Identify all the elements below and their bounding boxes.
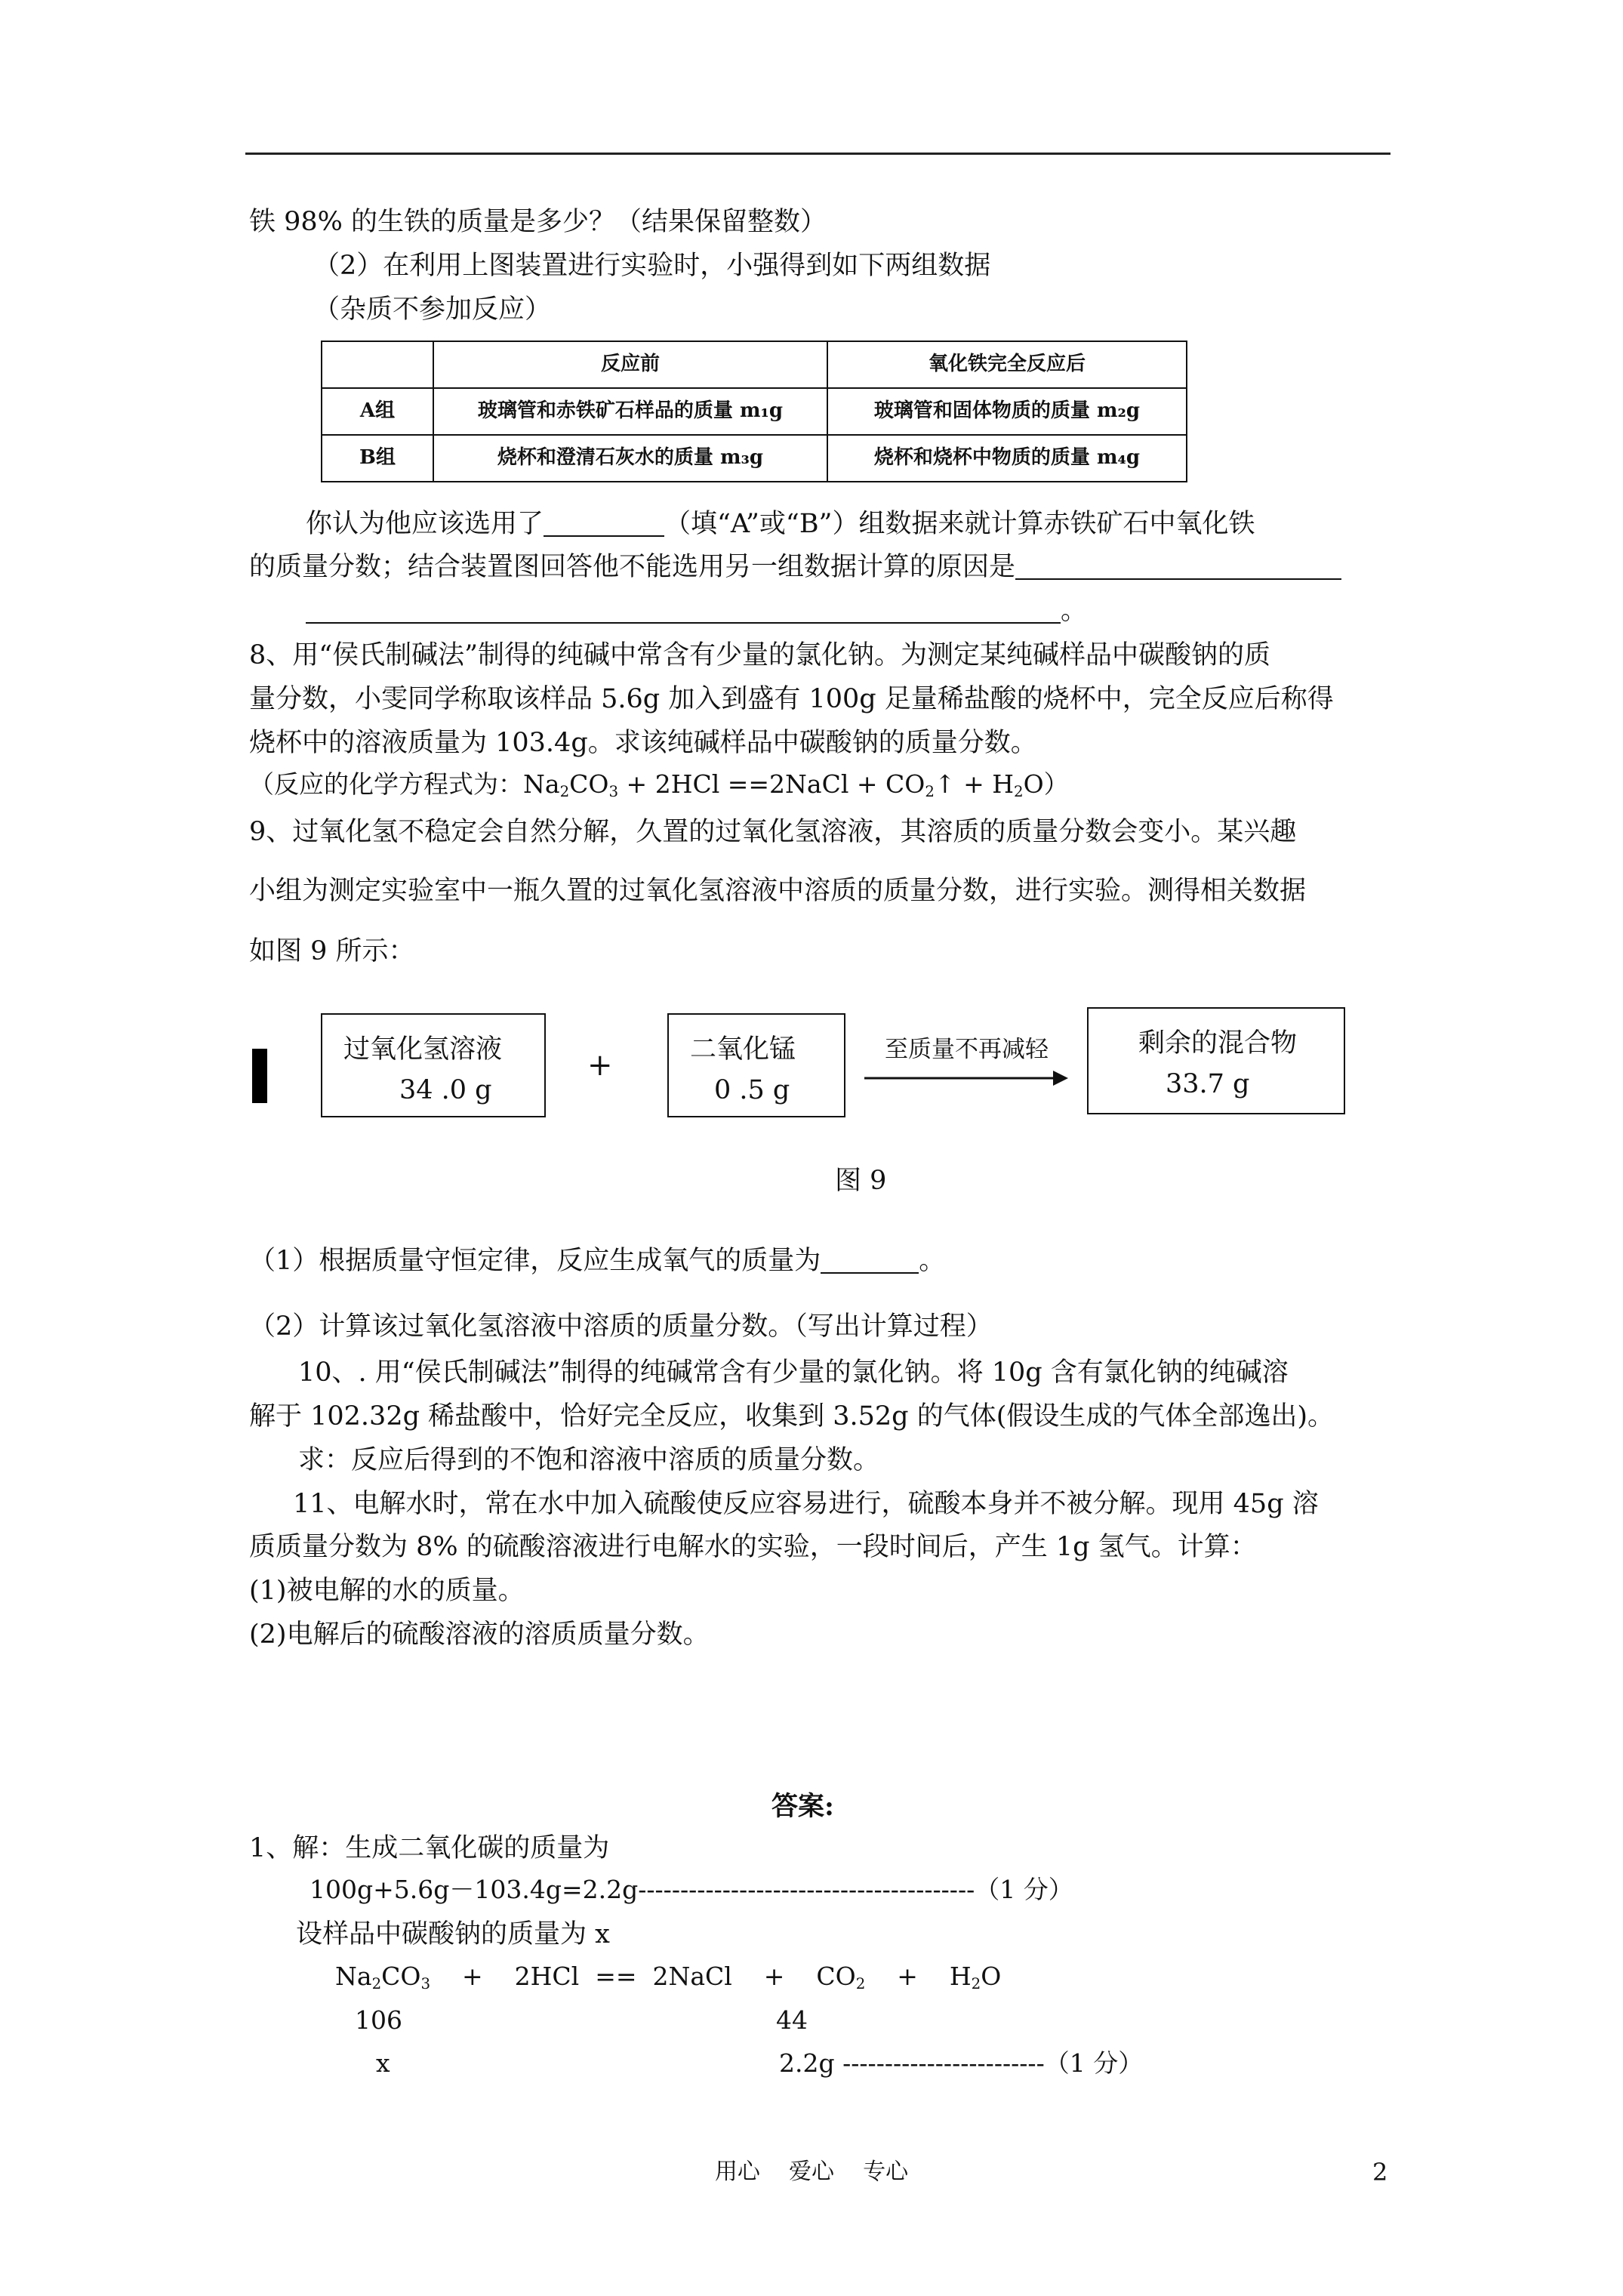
- q11-line2: 质质量分数为 8% 的硫酸溶液进行电解水的实验，一段时间后，产生 1g 氢气。计算：: [249, 1532, 1257, 1562]
- q9-line2: 小组为测定实验室中一瓶久置的过氧化氢溶液中溶质的质量分数，进行实验。测得相关数据: [249, 876, 1307, 906]
- eq-text: ↑ + H: [934, 769, 1014, 799]
- answer-title: 答案:: [771, 1791, 834, 1822]
- table-header-cell: 反应前: [433, 341, 827, 388]
- table-row: [322, 435, 1187, 482]
- q8-line1: 8、用“侯氏制碱法”制得的纯碱中常含有少量的氯化钠。为测定某纯碱样品中碳酸钠的质: [249, 640, 1271, 670]
- continuation-line: 铁 98% 的生铁的质量是多少？（结果保留整数）: [249, 207, 827, 237]
- ans1-calc: 100g+5.6g－103.4g=2.2g: [310, 1875, 639, 1904]
- reactant-mass: 0 .5 g: [714, 1075, 790, 1105]
- reactant-name: 过氧化氢溶液: [343, 1034, 503, 1065]
- answer-blank[interactable]: [544, 510, 664, 537]
- q10-line3: 求：反应后得到的不饱和溶液中溶质的质量分数。: [298, 1445, 880, 1475]
- q9-part1: [249, 1244, 945, 1279]
- dash-leader: ------------------------: [842, 2048, 1045, 2078]
- q8-equation: [249, 769, 1069, 801]
- ans1-head: 1、解：生成二氧化碳的质量为: [249, 1833, 610, 1863]
- q9-part2: （2）计算该过氧化氢溶液中溶质的质量分数。（写出计算过程）: [249, 1311, 993, 1342]
- reactant-box-mno2: [667, 1013, 845, 1117]
- q8-line2: 量分数，小雯同学称取该样品 5.6g 加入到盛有 100g 足量稀盐酸的烧杯中，完全反应后称得: [249, 684, 1334, 714]
- table-header-cell: 氧化铁完全反应后: [827, 341, 1187, 388]
- score-mark: （1 分）: [1044, 2048, 1144, 2078]
- q9-part1-end: 。: [919, 1246, 946, 1276]
- eq-sub: 2: [1014, 782, 1024, 800]
- reactant-name: 二氧化锰: [690, 1034, 796, 1065]
- reactant-mass: 34 .0 g: [399, 1075, 492, 1105]
- q10-line1: 10、. 用“侯氏制碱法”制得的纯碱常含有少量的氯化钠。将 10g 含有氯化钠的纯碱溶: [298, 1358, 1289, 1388]
- q11-part1: (1)被电解的水的质量。: [249, 1576, 525, 1606]
- eq-text: （反应的化学方程式为：Na: [249, 769, 560, 799]
- plus-sign: +: [587, 1048, 613, 1083]
- product-box: [1087, 1007, 1345, 1114]
- q7-reason-line2: [306, 594, 1087, 629]
- page-footer: 用心 爱心 专心: [714, 2159, 909, 2185]
- q8-line3: 烧杯中的溶液质量为 103.4g。求该纯碱样品中碳酸钠的质量分数。: [249, 728, 1037, 758]
- q7-part2: （2）在利用上图装置进行实验时，小强得到如下两组数据: [313, 251, 991, 281]
- figure-caption: 图 9: [835, 1166, 887, 1196]
- ans1-equation: [335, 1961, 1001, 1993]
- table-cell-after: 烧杯和烧杯中物质的质量 m₄g: [827, 435, 1187, 482]
- eq-text: CO: [569, 769, 609, 799]
- ans1-let: 设样品中碳酸钠的质量为 x: [296, 1919, 610, 1949]
- eq-text: CO: [381, 1962, 421, 1991]
- product-name: 剩余的混合物: [1138, 1028, 1298, 1059]
- arrow-label: 至质量不再减轻: [885, 1036, 1049, 1063]
- table-cell-group: A组: [322, 388, 433, 435]
- eq-text: + 2HCl == 2NaCl + CO: [462, 1962, 856, 1991]
- ans1-mass-line: [779, 2048, 1143, 2080]
- table-cell-group: B组: [322, 435, 433, 482]
- q11-part2: (2)电解后的硫酸溶液的溶质质量分数。: [249, 1620, 710, 1650]
- product-mass: 33.7 g: [1166, 1069, 1250, 1099]
- eq-sub: 3: [608, 782, 619, 800]
- ans1-molar-mass-co2: 44: [776, 2005, 808, 2035]
- eq-text: Na: [335, 1962, 372, 1991]
- table-row: [322, 388, 1187, 435]
- score-mark: （1 分）: [975, 1875, 1073, 1904]
- reaction-arrow: [864, 1067, 1068, 1089]
- q7-end-mark: 。: [1061, 596, 1088, 626]
- ans1-mass-co2: 2.2g: [779, 2048, 835, 2078]
- table-cell-after: 玻璃管和固体物质的质量 m₂g: [827, 388, 1187, 435]
- eq-sub: 2: [855, 1974, 866, 1992]
- eq-sub: 2: [971, 1974, 981, 1992]
- margin-marker: [252, 1049, 267, 1103]
- q7-reason-text: 的质量分数；结合装置图回答他不能选用另一组数据计算的原因是: [249, 552, 1016, 582]
- answer-blank[interactable]: [821, 1247, 919, 1274]
- table-cell-before: 烧杯和澄清石灰水的质量 m₃g: [433, 435, 827, 482]
- q7-reason-line: [249, 550, 1341, 585]
- dash-leader: ----------------------------------------: [638, 1875, 975, 1904]
- eq-text: + 2HCl ==2NaCl + CO: [618, 769, 925, 799]
- q9-part1-text: （1）根据质量守恒定律，反应生成氧气的质量为: [249, 1246, 821, 1276]
- eq-sub: 2: [925, 782, 935, 800]
- table-cell-before: 玻璃管和赤铁矿石样品的质量 m₁g: [433, 388, 827, 435]
- header-rule: [245, 153, 1390, 155]
- q10-line2: 解于 102.32g 稀盐酸中，恰好完全反应，收集到 3.52g 的气体(假设生成的气体全部逸出)。: [249, 1401, 1335, 1432]
- reactant-box-h2o2: [321, 1013, 546, 1117]
- eq-text: + H: [897, 1962, 972, 1991]
- q11-line1: 11、电解水时，常在水中加入硫酸使反应容易进行，硫酸本身并不被分解。现用 45g 溶: [293, 1489, 1319, 1519]
- ans1-calc-line: [310, 1874, 1073, 1906]
- eq-sub: 2: [371, 1974, 382, 1992]
- eq-sub: 2: [559, 782, 570, 800]
- ans1-molar-mass-na2co3: 106: [355, 2005, 402, 2035]
- q7-choose-line: [306, 507, 1255, 542]
- eq-sub: 3: [420, 1974, 431, 1992]
- q7-choose-text-a: 你认为他应该选用了: [306, 509, 544, 539]
- q9-line1: 9、过氧化氢不稳定会自然分解，久置的过氧化氢溶液，其溶质的质量分数会变小。某兴趣: [249, 817, 1297, 847]
- eq-text: O）: [1023, 769, 1069, 799]
- answer-blank[interactable]: [1015, 553, 1341, 580]
- answer-blank[interactable]: [306, 596, 1061, 624]
- q7-note: （杂质不参加反应）: [313, 294, 552, 325]
- eq-text: O: [981, 1962, 1002, 1991]
- ans1-unknown-x: x: [376, 2048, 390, 2078]
- data-table: [321, 341, 1187, 482]
- table-header-cell: [322, 341, 433, 388]
- page-number: 2: [1372, 2158, 1388, 2187]
- q9-line3: 如图 9 所示：: [249, 936, 415, 966]
- q7-choose-text-b: （填“A”或“B”）组数据来就计算赤铁矿石中氧化铁: [664, 509, 1255, 539]
- table-header-row: [322, 341, 1187, 388]
